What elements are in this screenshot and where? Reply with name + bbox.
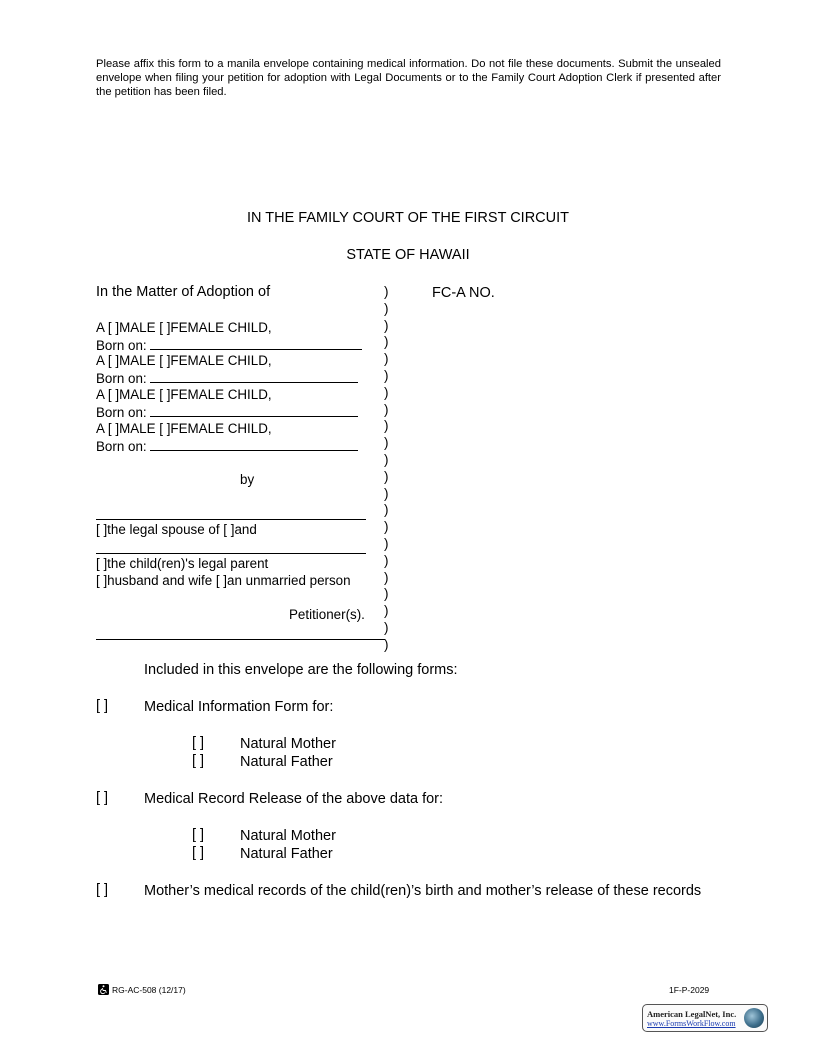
checkbox-mothers-records[interactable]: [ ] [96, 882, 109, 898]
paren: ) [384, 334, 389, 350]
paren: ) [384, 401, 389, 417]
child-1-gender: A [ ]MALE [ ]FEMALE CHILD, [96, 320, 272, 335]
mothers-records-label: Mother’s medical records of the child(ren)’s birth and mother’s release of these records [144, 883, 702, 899]
born-on-label: Born on: [96, 405, 147, 420]
paren: ) [384, 569, 389, 585]
paren: ) [384, 451, 389, 467]
paren: ) [384, 502, 389, 518]
paren: ) [384, 619, 389, 635]
checkbox-info-mother[interactable]: [ ] [192, 735, 205, 751]
child-3-gender: A [ ]MALE [ ]FEMALE CHILD, [96, 387, 272, 402]
release-label: Medical Record Release of the above data for: [144, 791, 444, 807]
paren: ) [384, 317, 389, 333]
medical-info-label: Medical Information Form for: [144, 699, 334, 715]
child-4-birthdate-blank[interactable] [150, 438, 358, 451]
checkbox-release[interactable]: [ ] [96, 790, 109, 806]
filing-notice: Please affix this form to a manila envelope containing medical information. Do not file these documents. Submit the unsealed envelope when filing your petition for adoption with Legal Documents or to the Family Court Adoption Clerk if presented after the petition has been filed. [96, 58, 721, 99]
child-1-birthdate-blank[interactable] [150, 337, 362, 350]
checkbox-info-father[interactable]: [ ] [192, 753, 205, 769]
matter-label: In the Matter of Adoption of [96, 284, 271, 300]
globe-icon [744, 1008, 764, 1028]
checkbox-release-father[interactable]: [ ] [192, 845, 205, 861]
paren: ) [384, 367, 389, 383]
paren: ) [384, 351, 389, 367]
child-2-birthdate-blank[interactable] [150, 370, 358, 383]
petitioners-label: Petitioner(s). [289, 607, 365, 622]
paren: ) [384, 636, 389, 652]
marital-option: [ ]husband and wife [ ]an unmarried person [96, 573, 351, 588]
court-title: IN THE FAMILY COURT OF THE FIRST CIRCUIT [247, 210, 569, 226]
paren: ) [384, 603, 389, 619]
info-father-label: Natural Father [240, 754, 333, 770]
included-heading: Included in this envelope are the following forms: [144, 662, 458, 678]
court-state: STATE OF HAWAII [346, 247, 470, 263]
paren: ) [384, 586, 389, 602]
paren: ) [384, 284, 389, 299]
child-3-born [96, 404, 358, 422]
checkbox-release-mother[interactable]: [ ] [192, 827, 205, 843]
checkbox-medical-info[interactable]: [ ] [96, 698, 109, 714]
child-2-born [96, 370, 358, 388]
paren: ) [384, 519, 389, 535]
caption-bottom-rule [96, 639, 385, 640]
form-id-text: RG-AC-508 (12/17) [112, 984, 186, 995]
child-3-birthdate-blank[interactable] [150, 404, 358, 417]
paren: ) [384, 435, 389, 451]
american-legalnet-logo[interactable] [642, 1004, 768, 1032]
born-on-label: Born on: [96, 371, 147, 386]
spouse-option: [ ]the legal spouse of [ ]and [96, 522, 257, 537]
paren: ) [384, 485, 389, 501]
petitioner-1-name-line[interactable] [96, 519, 366, 520]
accessibility-icon [98, 984, 109, 995]
paren: ) [384, 468, 389, 484]
case-number-label: FC-A NO. [432, 285, 495, 301]
paren: ) [384, 300, 389, 316]
child-2-gender: A [ ]MALE [ ]FEMALE CHILD, [96, 353, 272, 368]
paren: ) [384, 418, 389, 434]
child-4-born [96, 438, 358, 456]
info-mother-label: Natural Mother [240, 736, 336, 752]
paren: ) [384, 552, 389, 568]
caption-paren-column [384, 284, 388, 654]
form-code: 1F-P-2029 [669, 985, 710, 995]
child-4-gender: A [ ]MALE [ ]FEMALE CHILD, [96, 421, 272, 436]
logo-website-link[interactable]: www.FormsWorkFlow.com [647, 1019, 736, 1028]
logo-company-name: American LegalNet, Inc. [647, 1009, 737, 1019]
born-on-label: Born on: [96, 439, 147, 454]
born-on-label: Born on: [96, 338, 147, 353]
form-id [98, 984, 186, 995]
petitioner-2-name-line[interactable] [96, 553, 366, 554]
release-mother-label: Natural Mother [240, 828, 336, 844]
parent-option: [ ]the child(ren)'s legal parent [96, 556, 269, 571]
paren: ) [384, 384, 389, 400]
release-father-label: Natural Father [240, 846, 333, 862]
by-label: by [240, 472, 255, 487]
paren: ) [384, 535, 389, 551]
